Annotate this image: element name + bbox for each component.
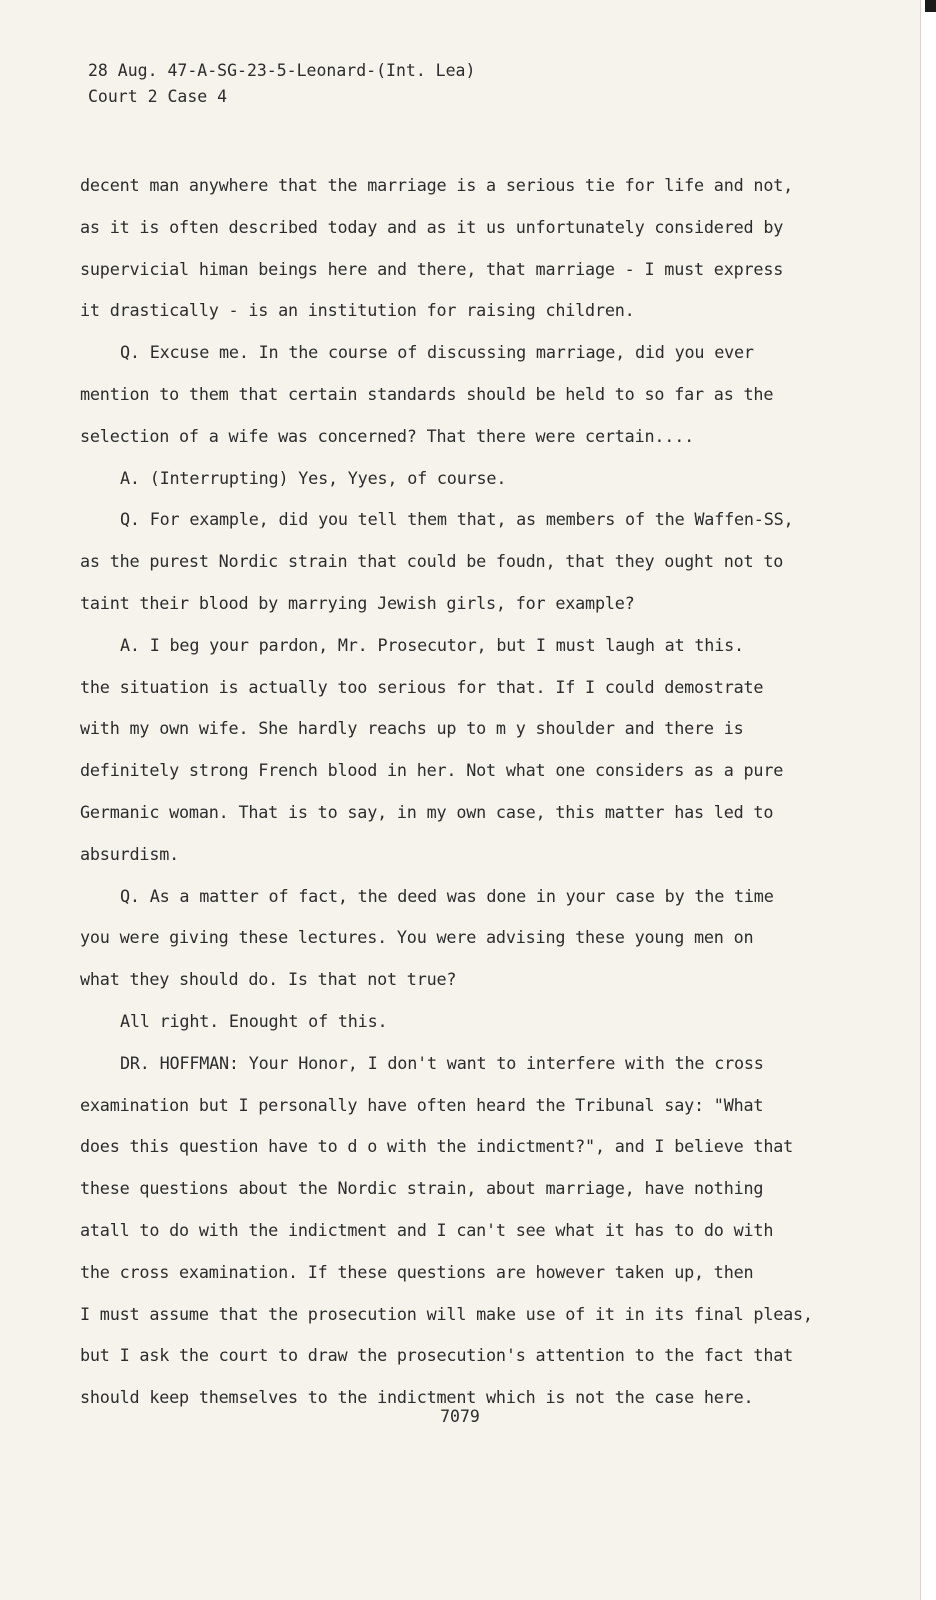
text-line: Germanic woman. That is to say, in my own case, this matter has led to xyxy=(80,801,774,822)
text-line: definitely strong French blood in her. Not what one considers as a pure xyxy=(80,760,784,781)
question-line: Q. Excuse me. In the course of discussing marriage, did you ever xyxy=(120,342,754,363)
text-line: selection of a wife was concerned? That there were certain.... xyxy=(80,425,694,446)
text-line: it drastically - is an institution for raising children. xyxy=(80,300,635,321)
question-line: Q. As a matter of fact, the deed was done in your case by the time xyxy=(120,885,774,906)
text-line: but I ask the court to draw the prosecution's attention to the fact that xyxy=(80,1345,794,1366)
text-line: should keep themselves to the indictment which is not the case here. xyxy=(80,1387,754,1408)
transcript-header xyxy=(88,58,475,110)
text-line: does this question have to d o with the indictment?", and I believe that xyxy=(80,1136,794,1157)
header-line-1: 28 Aug. 47-A-SG-23-5-Leonard-(Int. Lea) xyxy=(88,61,476,80)
text-line: decent man anywhere that the marriage is a serious tie for life and not, xyxy=(80,175,794,195)
text-line: you were giving these lectures. You were advising these young men on xyxy=(80,927,754,948)
text-line: atall to do with the indictment and I can't see what it has to do with xyxy=(80,1219,774,1240)
text-line: as it is often described today and as it us unfortunately considered by xyxy=(80,216,784,237)
text-line: as the purest Nordic strain that could be foudn, that they ought not to xyxy=(80,551,784,572)
text-line: these questions about the Nordic strain, about marriage, have nothing xyxy=(80,1178,764,1199)
text-line: All right. Enought of this. xyxy=(120,1010,388,1031)
text-line: taint their blood by marrying Jewish girls, for example? xyxy=(80,592,635,613)
text-line: I must assume that the prosecution will make use of it in its final pleas, xyxy=(80,1303,813,1324)
header-line-2: Court 2 Case 4 xyxy=(88,87,228,106)
answer-line: A. (Interrupting) Yes, Yyes, of course. xyxy=(120,467,507,488)
text-line: what they should do. Is that not true? xyxy=(80,969,457,990)
answer-line: A. I beg your pardon, Mr. Prosecutor, but I must laugh at this. xyxy=(120,634,744,655)
text-line: supervicial himan beings here and there, that marriage - I must express xyxy=(80,258,784,279)
transcript-body xyxy=(80,165,860,1419)
text-line: examination but I personally have often heard the Tribunal say: "What xyxy=(80,1094,764,1115)
text-line: absurdism. xyxy=(80,843,180,864)
text-line: mention to them that certain standards should be held to so far as the xyxy=(80,383,774,404)
text-line: the cross examination. If these questions are however taken up, then xyxy=(80,1261,754,1282)
question-line: Q. For example, did you tell them that, as members of the Waffen-SS, xyxy=(120,509,794,530)
text-line: with my own wife. She hardly reachs up to m y shoulder and there is xyxy=(80,718,744,739)
speaker-line: DR. HOFFMAN: Your Honor, I don't want to interfere with the cross xyxy=(120,1052,764,1073)
page-number: 7079 xyxy=(440,1407,480,1426)
scan-corner-mark xyxy=(925,0,936,12)
text-line: the situation is actually too serious for that. If I could demostrate xyxy=(80,676,764,697)
